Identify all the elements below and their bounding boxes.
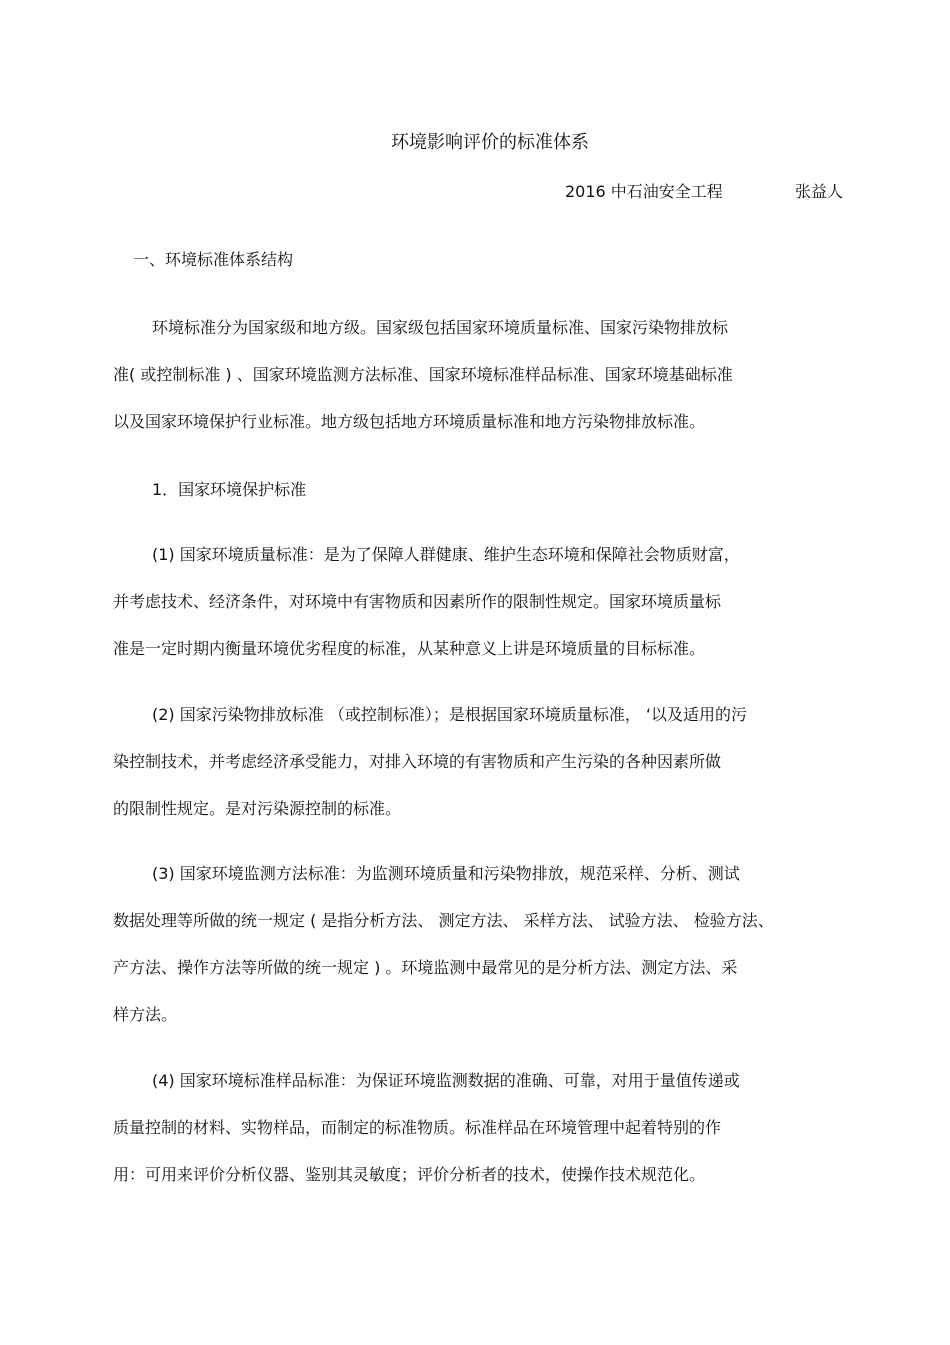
paragraph-line: 以及国家环境保护行业标准。地方级包括地方环境质量标准和地方污染物排放标准。 xyxy=(113,412,706,431)
paragraph-line: (2) 国家污染物排放标准 （或控制标准）；是根据国家环境质量标准， ‘以及适用的污 xyxy=(152,705,748,724)
section-heading-1: 一、环境标准体系结构 xyxy=(133,250,294,269)
paragraph-line: 准( 或控制标准 ) 、国家环境监测方法标准、国家环境标准样品标准、国家环境基础标准 xyxy=(113,365,733,384)
item-1-paragraph xyxy=(113,543,740,684)
paragraph-line: (1) 国家环境质量标准：是为了保障人群健康、维护生态环境和保障社会物质财富， xyxy=(152,545,740,564)
sub-heading-national-standards: 1．国家环境保护标准 xyxy=(152,480,307,499)
item-3-paragraph xyxy=(113,862,774,1050)
paragraph-line: 并考虑技术、经济条件，对环境中有害物质和因素所作的限制性规定。国家环境质量标 xyxy=(113,592,722,611)
item-4-paragraph xyxy=(113,1069,740,1210)
paragraph-line: 数据处理等所做的统一规定 ( 是指分析方法、 测定方法、 采样方法、 试验方法、 检验方法、 xyxy=(113,911,774,930)
paragraph-line: 环境标准分为国家级和地方级。国家级包括国家环境质量标准、国家污染物排放标 xyxy=(152,318,729,337)
paragraph-line: 样方法。 xyxy=(113,1005,178,1024)
byline-author: 张益人 xyxy=(795,182,844,201)
paragraph-line: 用：可用来评价分析仪器、鉴别其灵敏度；评价分析者的技术，使操作技术规范化。 xyxy=(113,1165,706,1184)
intro-paragraph xyxy=(113,316,733,457)
paragraph-line: 染控制技术，并考虑经济承受能力，对排入环境的有害物质和产生污染的各种因素所做 xyxy=(113,752,722,771)
byline-affiliation: 2016 中石油安全工程 xyxy=(565,182,723,201)
paragraph-line: 产方法、操作方法等所做的统一规定 ) 。环境监测中最常见的是分析方法、测定方法、采 xyxy=(113,958,738,977)
byline xyxy=(565,180,844,204)
paragraph-line: (3) 国家环境监测方法标准：为监测环境质量和污染物排放，规范采样、分析、测试 xyxy=(152,864,740,883)
paragraph-line: (4) 国家环境标准样品标准：为保证环境监测数据的准确、可靠，对用于量值传递或 xyxy=(152,1071,740,1090)
document-title: 环境影响评价的标准体系 xyxy=(391,132,589,153)
paragraph-line: 准是一定时期内衡量环境优劣程度的标准，从某种意义上讲是环境质量的目标标准。 xyxy=(113,639,706,658)
paragraph-line: 的限制性规定。是对污染源控制的标准。 xyxy=(113,799,402,818)
item-2-paragraph xyxy=(113,703,747,844)
paragraph-line: 质量控制的材料、实物样品，而制定的标准物质。标准样品在环境管理中起着特别的作 xyxy=(113,1118,722,1137)
